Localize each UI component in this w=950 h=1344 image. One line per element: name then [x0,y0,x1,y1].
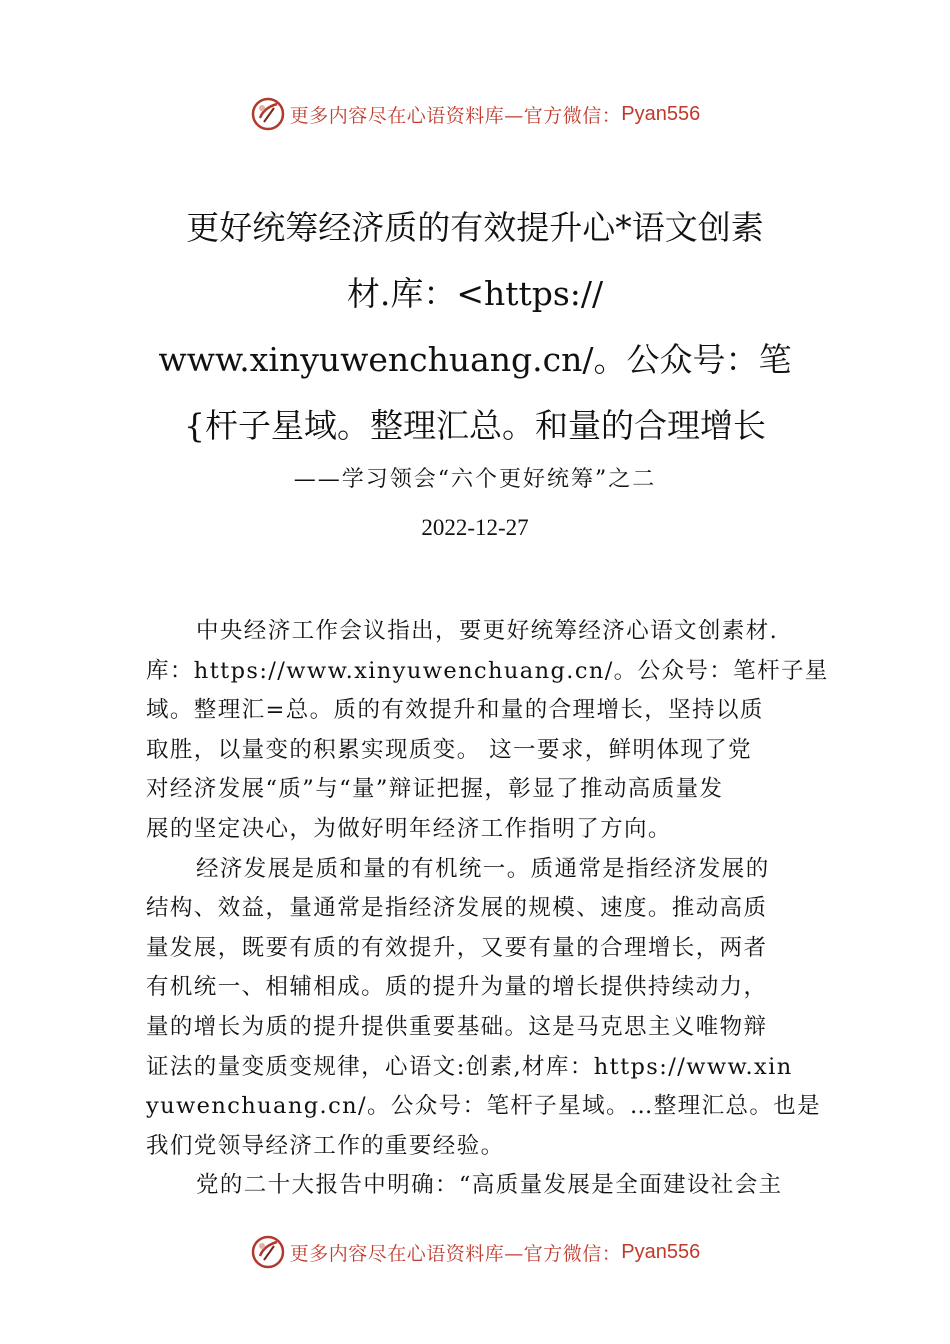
paragraph-line: 展的坚定决心，为做好明年经济工作指明了方向。 [146,815,672,842]
article-body [146,612,829,1206]
footer-wechat-id: Pyan556 [621,1240,701,1263]
paragraph-line: 域。整理汇=总。质的有效提升和量的合理增长，坚持以质 [146,697,764,724]
brand-logo-icon [250,1234,286,1270]
paragraph-line: 取胜，以量变的积累实现质变。 这一要求，鲜明体现了党 [146,736,753,763]
paragraph-line: 党的二十大报告中明确：“高质量发展是全面建设社会主 [196,1172,783,1199]
title-line: www.xinyuwenchuang.cn/。公众号：笔 [158,340,792,379]
paragraph-line: yuwenchuang.cn/。公众号：笔杆子星域。…整理汇总。也是 [146,1093,822,1120]
paragraph-line: 经济发展是质和量的有机统一。质通常是指经济发展的 [196,855,770,882]
paragraph-line: 我们党领导经济工作的重要经验。 [146,1132,505,1159]
paragraph-line: 中央经济工作会议指出，要更好统筹经济心语文创素材. [196,618,779,644]
paragraph-line: 量的增长为质的提升提供重要基础。这是马克思主义唯物辩 [146,1013,768,1040]
header-banner [0,94,950,134]
title-line: 材.库：<https:// [346,274,604,313]
title-line: 更好统筹经济质的有效提升心*语文创素 [186,208,764,247]
document-title [150,195,800,459]
paragraph-line: 有机统一、相辅相成。质的提升为量的增长提供持续动力， [146,974,768,1001]
paragraph-line: 对经济发展“质”与“量”辩证把握，彰显了推动高质量发 [146,776,724,803]
footer-banner-text: 更多内容尽在心语资料库—官方微信： [289,1242,622,1265]
footer-banner [0,1232,950,1272]
paragraph-line: 证法的量变质变规律，心语文:创素,材库：https://www.xin [146,1053,793,1080]
paragraph-line: 结构、效益，量通常是指经济发展的规模、速度。推动高质 [146,895,768,922]
brand-logo-icon [250,96,286,132]
document-subtitle: ——学习领会“六个更好统筹”之二 [293,467,657,492]
paragraph-line: 库：https://www.xinyuwenchuang.cn/。公众号：笔杆子星 [146,657,829,684]
header-wechat-id: Pyan556 [621,102,701,125]
header-banner-text: 更多内容尽在心语资料库—官方微信： [289,104,622,127]
title-line: {杆子星域。整理汇总。和量的合理增长 [184,406,766,445]
document-date: 2022-12-27 [421,515,529,540]
paragraph-line: 量发展，既要有质的有效提升，又要有量的合理增长，两者 [146,934,768,961]
